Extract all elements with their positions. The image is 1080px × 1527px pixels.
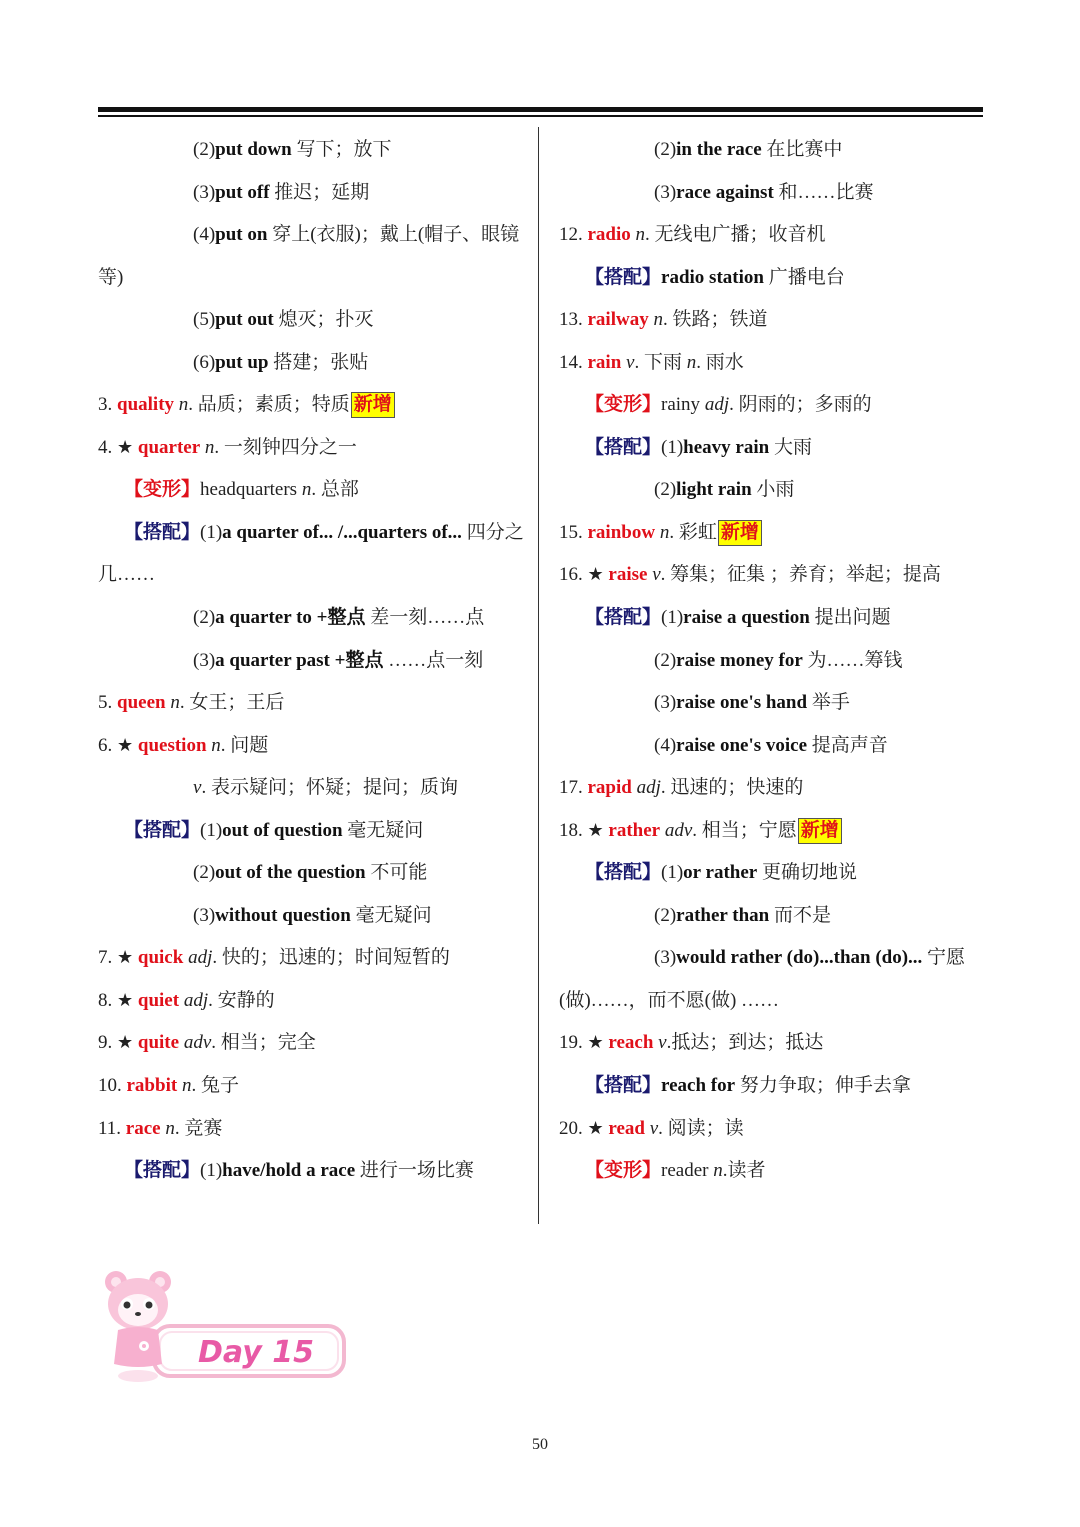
entry-line [98, 682, 528, 725]
entry-line [559, 342, 984, 385]
text-segment: 18. [559, 819, 588, 841]
headword: raise [608, 564, 648, 586]
entry-line [98, 469, 528, 512]
text-segment: (1) [200, 521, 223, 543]
part-of-speech: n [204, 436, 215, 458]
part-of-speech: n [301, 479, 312, 501]
entry-line [98, 937, 528, 980]
part-of-speech: n [635, 224, 646, 246]
entry-line [559, 469, 984, 512]
text-segment: 8. [98, 989, 117, 1011]
entry-line [98, 172, 528, 215]
text-segment: 大雨 [769, 436, 812, 458]
text-segment: 宁愿 [922, 947, 966, 969]
text-segment: (3) [193, 904, 216, 926]
phrase: a quarter to +整点 [215, 607, 366, 629]
text-segment: 13. [559, 309, 588, 331]
star-icon: ★ [587, 564, 604, 586]
headword: queen [117, 692, 166, 714]
left-column [98, 129, 528, 1193]
entry-line [98, 1108, 528, 1151]
text-segment: . 相当；完全 [211, 1032, 316, 1054]
text-segment: . 总部 [311, 479, 359, 501]
entry-line [559, 257, 984, 300]
headword: rapid [587, 777, 632, 799]
text-segment: (2) [654, 904, 677, 926]
entry-line [98, 1022, 528, 1065]
text-segment: 14. [559, 351, 588, 373]
text-segment: (3) [193, 649, 216, 671]
part-of-speech: adj [183, 989, 209, 1011]
text-segment: 6. [98, 734, 117, 756]
text-segment: 17. [559, 777, 588, 799]
part-of-speech: adv [664, 819, 693, 841]
part-of-speech: v [626, 351, 635, 373]
text-segment: 熄灭；扑灭 [273, 309, 374, 331]
headword: quick [137, 947, 184, 969]
part-of-speech: n [653, 309, 663, 331]
entry-line [559, 852, 984, 895]
text-segment: 不可能 [365, 862, 428, 884]
text-segment: 5. [98, 692, 117, 714]
entry-line [559, 129, 984, 172]
text-segment: . 一刻钟四分之一 [214, 436, 357, 458]
part-of-speech: n [178, 394, 189, 416]
text-segment: . 相当；宁愿 [692, 819, 797, 841]
entry-line [98, 1150, 528, 1193]
text-segment: 差一刻……点 [365, 607, 485, 629]
day-label: Day 15 [198, 1335, 314, 1370]
text-segment: 为……筹钱 [802, 649, 903, 671]
text-segment: (6) [193, 351, 216, 373]
headword: rain [587, 351, 622, 373]
part-of-speech: n [686, 351, 697, 373]
text-segment: 广播电台 [763, 266, 845, 288]
part-of-speech: n [181, 1075, 192, 1097]
headword: question [137, 734, 207, 756]
entry-line [98, 427, 528, 470]
phrase: would rather (do)...than (do)... [676, 947, 923, 969]
headword: reach [608, 1032, 654, 1054]
headword: rather [608, 819, 661, 841]
text-segment: 四分之 [461, 521, 524, 543]
star-icon: ★ [587, 819, 604, 841]
headword: quarter [137, 436, 201, 458]
collocation-tag: 【搭配】 [585, 862, 662, 884]
text-segment: . 阅读；读 [658, 1117, 744, 1139]
entry-line [559, 1065, 984, 1108]
phrase: reach for [661, 1075, 736, 1097]
text-segment: 搭建；张贴 [268, 351, 369, 373]
part-of-speech: n [165, 1117, 175, 1139]
entry-line [559, 1108, 984, 1151]
part-of-speech: v [658, 1032, 667, 1054]
text-segment: 15. [559, 521, 588, 543]
headword: radio [587, 224, 631, 246]
entry-line [559, 725, 984, 768]
phrase: a quarter past +整点 [215, 649, 384, 671]
text-segment: . 无线电广播；收音机 [645, 224, 826, 246]
text-segment: (2) [193, 607, 216, 629]
text-segment: . 品质；素质；特质 [188, 394, 350, 416]
star-icon: ★ [117, 734, 134, 756]
text-segment: .读者 [722, 1160, 766, 1182]
text-segment: . 表示疑问；怀疑；提问；质询 [201, 777, 458, 799]
text-segment: 9. [98, 1032, 117, 1054]
new-badge: 新增 [351, 392, 395, 418]
variant-tag: 【变形】 [585, 1160, 662, 1182]
text-segment: 提出问题 [809, 607, 891, 629]
text-segment: . 女王；王后 [179, 692, 285, 714]
right-column [559, 129, 984, 1193]
text-segment: 毫无疑问 [342, 819, 424, 841]
text-segment: 11. [98, 1117, 126, 1139]
entry-line [559, 299, 984, 342]
text-segment: (3) [193, 181, 216, 203]
phrase: in the race [676, 139, 762, 160]
entry-line [559, 980, 984, 1023]
text-segment: . 迅速的；快速的 [660, 777, 804, 799]
text-segment: 在比赛中 [761, 139, 843, 160]
phrase: rather than [676, 904, 770, 926]
text-segment: 举手 [807, 692, 850, 714]
collocation-tag: 【搭配】 [585, 607, 662, 629]
phrase: raise money for [676, 649, 803, 671]
phrase: out of question [222, 819, 343, 841]
text-segment: . 问题 [220, 734, 269, 756]
entry-line [98, 129, 528, 172]
new-badge: 新增 [718, 520, 762, 546]
entry-line [98, 810, 528, 853]
part-of-speech: n [713, 1160, 723, 1182]
entry-line [559, 767, 984, 810]
text-segment: (2) [654, 479, 677, 501]
text-segment: (1) [661, 862, 684, 884]
entry-line [559, 1150, 984, 1193]
entry-line [559, 937, 984, 980]
text-segment: 3. [98, 394, 117, 416]
text-segment: (1) [200, 1160, 223, 1182]
entry-line [98, 1065, 528, 1108]
star-icon: ★ [117, 947, 134, 969]
entry-line [559, 597, 984, 640]
entry-line [98, 342, 528, 385]
collocation-tag: 【搭配】 [124, 521, 201, 543]
entry-line [98, 554, 528, 597]
text-segment: . 彩虹 [669, 521, 717, 543]
entry-line [98, 384, 528, 427]
text-segment: (3) [654, 181, 677, 203]
entry-line [98, 980, 528, 1023]
text-segment: reader [661, 1160, 714, 1182]
phrase: a quarter of... /...quarters of... [222, 521, 462, 543]
part-of-speech: adj [704, 394, 730, 416]
phrase: out of the question [215, 862, 366, 884]
entry-line [98, 214, 528, 257]
text-segment: 12. [559, 224, 588, 246]
entry-line [559, 427, 984, 470]
star-icon: ★ [117, 989, 134, 1011]
entry-line [559, 682, 984, 725]
entry-line [559, 214, 984, 257]
phrase: light rain [676, 479, 752, 501]
text-segment: 毫无疑问 [350, 904, 432, 926]
headword: rainbow [587, 521, 656, 543]
text-segment: 写下；放下 [291, 139, 392, 160]
phrase: without question [215, 904, 351, 926]
text-segment: 16. [559, 564, 588, 586]
text-segment: (5) [193, 309, 216, 331]
text-segment: (3) [654, 692, 677, 714]
text-segment: 4. [98, 436, 117, 458]
phrase: put on [215, 224, 268, 246]
phrase: raise a question [683, 607, 810, 629]
text-segment: (4) [654, 734, 677, 756]
text-segment: ……点一刻 [383, 649, 484, 671]
collocation-tag: 【搭配】 [585, 266, 662, 288]
entry-line [98, 767, 528, 810]
text-segment: . 下雨 [634, 351, 687, 373]
phrase: raise one's hand [676, 692, 808, 714]
entry-line [98, 640, 528, 683]
page-number: 50 [532, 1436, 548, 1453]
text-segment: . 兔子 [191, 1075, 239, 1097]
collocation-tag: 【搭配】 [585, 436, 662, 458]
headword: quite [137, 1032, 180, 1054]
text-segment: (2) [193, 862, 216, 884]
phrase: put off [215, 181, 270, 203]
text-segment: 20. [559, 1117, 588, 1139]
phrase: have/hold a race [222, 1160, 356, 1182]
entry-line [98, 895, 528, 938]
phrase: or rather [683, 862, 758, 884]
collocation-tag: 【搭配】 [585, 1075, 662, 1097]
text-segment: (2) [193, 139, 216, 160]
headword: quality [117, 394, 175, 416]
text-segment: headquarters [200, 479, 302, 501]
text-segment: 推迟；延期 [269, 181, 370, 203]
variant-tag: 【变形】 [585, 394, 662, 416]
part-of-speech: v [652, 564, 661, 586]
entry-line [559, 810, 984, 853]
text-segment: 等) [98, 266, 124, 288]
text-segment: . 竞赛 [174, 1117, 223, 1139]
phrase: raise one's voice [676, 734, 808, 756]
part-of-speech: adj [636, 777, 661, 799]
star-icon: ★ [587, 1032, 604, 1054]
text-segment: 而不是 [769, 904, 831, 926]
headword: read [608, 1117, 645, 1139]
phrase: race against [676, 181, 774, 203]
headword: quiet [137, 989, 180, 1011]
entry-line [98, 257, 528, 300]
pink-bear-mascot-icon [100, 1268, 350, 1386]
entry-line [559, 384, 984, 427]
entry-line [98, 852, 528, 895]
text-segment: (做)……，而不愿(做) …… [559, 989, 780, 1011]
text-segment: (2) [654, 139, 677, 160]
star-icon: ★ [587, 1117, 604, 1139]
text-segment: 7. [98, 947, 117, 969]
entry-line [559, 895, 984, 938]
text-segment: (3) [654, 947, 677, 969]
text-segment: (1) [200, 819, 223, 841]
text-segment: . 安静的 [208, 989, 275, 1011]
text-segment: . 雨水 [696, 351, 744, 373]
text-segment: 和……比赛 [773, 181, 874, 203]
text-segment: 10. [98, 1075, 127, 1097]
entry-line [98, 597, 528, 640]
text-segment: . 铁路；铁道 [662, 309, 768, 331]
header-rule-thin [98, 115, 983, 117]
text-segment: rainy [661, 394, 705, 416]
text-segment: 进行一场比赛 [355, 1160, 474, 1182]
text-segment: 提高声音 [807, 734, 888, 756]
entry-line [98, 725, 528, 768]
variant-tag: 【变形】 [124, 479, 201, 501]
new-badge: 新增 [798, 818, 842, 844]
text-segment: (2) [654, 649, 677, 671]
entry-line [559, 554, 984, 597]
part-of-speech: n [211, 734, 221, 756]
part-of-speech: n [170, 692, 180, 714]
text-segment: 更确切地说 [757, 862, 857, 884]
entry-line [559, 512, 984, 555]
text-segment: 穿上(衣服)；戴上(帽子、眼镜 [267, 224, 520, 246]
column-divider [538, 127, 539, 1224]
entry-line [98, 299, 528, 342]
phrase: put up [215, 351, 269, 373]
text-segment: 小雨 [751, 479, 795, 501]
text-segment: 19. [559, 1032, 588, 1054]
phrase: heavy rain [683, 436, 770, 458]
part-of-speech: v [193, 777, 202, 799]
text-segment: .抵达；到达；抵达 [666, 1032, 824, 1054]
headword: rabbit [126, 1075, 178, 1097]
text-segment: (4) [193, 224, 216, 246]
phrase: radio station [661, 266, 764, 288]
day-banner [100, 1268, 350, 1386]
text-segment: . 快的；迅速的；时间短暂的 [212, 947, 450, 969]
entry-line [98, 512, 528, 555]
part-of-speech: adj [188, 947, 213, 969]
headword: railway [587, 309, 649, 331]
star-icon: ★ [117, 1032, 134, 1054]
text-segment: . 筹集；征集 ；养育；举起；提高 [660, 564, 941, 586]
entry-line [559, 172, 984, 215]
header-rule-thick [98, 107, 983, 112]
phrase: put down [215, 139, 292, 160]
text-segment: (1) [661, 607, 684, 629]
part-of-speech: n [659, 521, 670, 543]
text-segment: 几…… [98, 564, 156, 586]
entry-line [559, 640, 984, 683]
entry-line [559, 1022, 984, 1065]
collocation-tag: 【搭配】 [124, 1160, 201, 1182]
text-segment: . 阴雨的；多雨的 [729, 394, 872, 416]
text-segment: (1) [661, 436, 684, 458]
part-of-speech: adv [183, 1032, 212, 1054]
collocation-tag: 【搭配】 [124, 819, 201, 841]
star-icon: ★ [117, 436, 134, 458]
text-segment: 努力争取；伸手去拿 [735, 1075, 911, 1097]
headword: race [125, 1117, 161, 1139]
phrase: put out [215, 309, 274, 331]
part-of-speech: v [649, 1117, 659, 1139]
